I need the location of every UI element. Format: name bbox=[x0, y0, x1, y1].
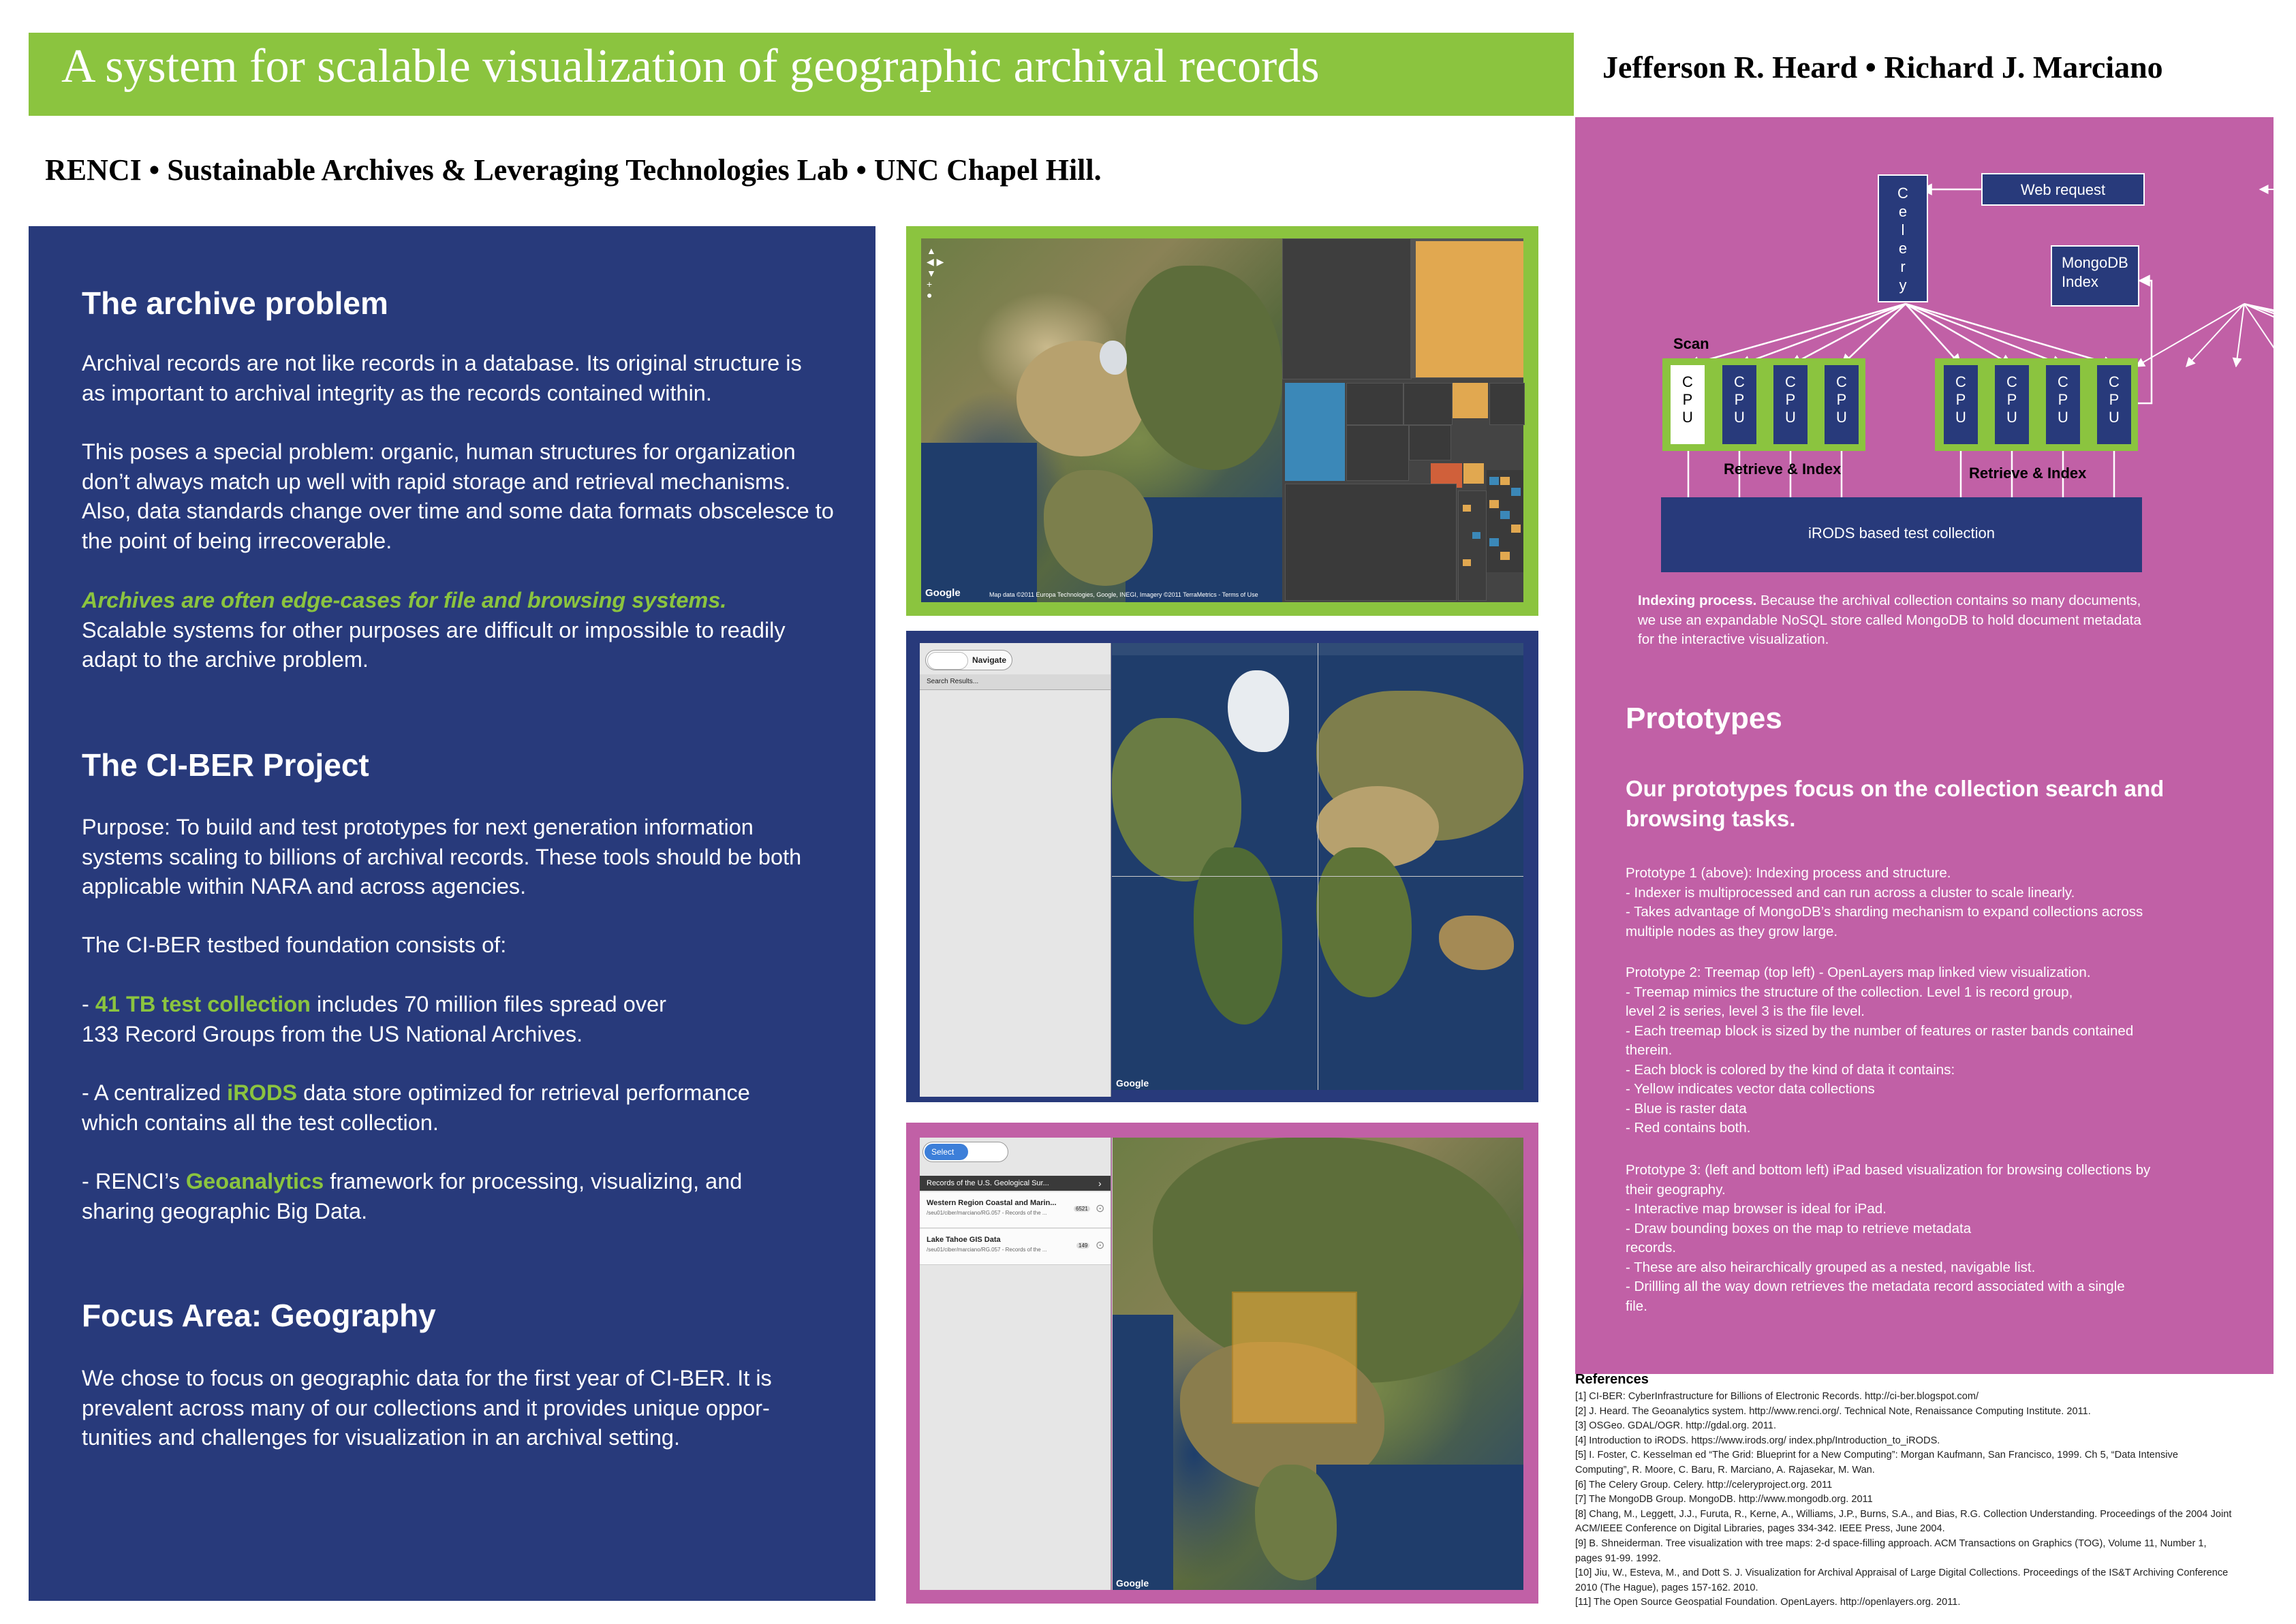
retrieve-index-label-2: Retrieve & Index bbox=[1969, 465, 2087, 482]
b3-highlight: Geoanalytics bbox=[185, 1169, 324, 1193]
reference-item: [4] Introduction to iRODS. https://www.irods.org/ index.php/Introduction_to_iRODS. bbox=[1575, 1435, 1940, 1446]
reference-item: [11] The Open Source Geospatial Foundation. OpenLayers. http://openlayers.org. 2011. bbox=[1575, 1597, 1961, 1608]
reference-item: [5] I. Foster, C. Kesselman ed “The Grid: Blueprint for a New Computing”: Morgan Kaufmann, San Francisco, 1999. Ch 5, “Data Intensive Computing”, R. Moore, C. Baru, R. Marciano, A. Rajasekar, M. Wan. bbox=[1575, 1450, 2178, 1475]
references-list bbox=[1575, 1390, 2284, 1610]
focus-p1: We chose to focus on geographic data for the first year of CI-BER. It is prevalent across many of our collections and it provides unique oppor- tunities and challenges for visualization in an archival setting. bbox=[82, 1366, 772, 1450]
archive-problem-p2: This poses a special problem: organic, human structures for organization don’t always match up well with rapid storage and retrieval mechanisms. Also, data standards change over time and some data formats obscelesce to the point of being irrecoverable. bbox=[82, 439, 834, 553]
b2-pre: - A centralized bbox=[82, 1080, 228, 1105]
reference-item: [9] B. Shneiderman. Tree visualization with tree maps: 2-d space-filling approach. ACM Transactions on Graphics (TOG), Volume 11, Number 1, pages 91-99. 1992. bbox=[1575, 1537, 2207, 1564]
prototype-2-text: Prototype 2: Treemap (top left) - OpenLayers map linked view visualization. - Treemap mimics the structure of the collection. Level 1 is record group, level 2 is series, level 3 is the file level. - Each treemap block is sized by the number of features or raster bands contained therein. - Each block is colored by the kind of data it contains: - Yellow indicates vector data collections - Blue is raster data - Red contains both. bbox=[1626, 965, 2134, 1136]
b1-highlight: 41 TB test collection bbox=[95, 992, 311, 1016]
prototypes-subheading: Our prototypes focus on the collection search and browsing tasks. bbox=[1626, 776, 2165, 831]
cpu-box: C P U bbox=[1944, 365, 1978, 444]
reference-item: [10] Jiu, W., Esteva, M., and Dott S. J. Visualization for Archival Appraisal of Large Digital Collections. Proceedings of the IS&T Archiving Conference 2010 (The Hague), pages 157-162. 2010. bbox=[1575, 1567, 2229, 1593]
cpu-box-scan: C P U bbox=[1671, 365, 1705, 444]
heading-archive-problem: The archive problem bbox=[82, 285, 388, 321]
archive-problem-highlight: Archives are often edge-cases for file and browsing systems. bbox=[82, 588, 727, 612]
ciber-purpose: Purpose: To build and test prototypes for next generation information systems scaling to billions of archival records. These tools should be both applicable within NARA and across agencies. bbox=[82, 815, 802, 899]
count-badge: 149 bbox=[1076, 1243, 1089, 1249]
b3-pre: - RENCI’s bbox=[82, 1169, 186, 1193]
retrieve-index-label-1: Retrieve & Index bbox=[1724, 460, 1842, 478]
navigate-label: Navigate bbox=[972, 655, 1007, 665]
select-label: Select bbox=[931, 1147, 955, 1157]
affiliation: RENCI • Sustainable Archives & Leveraging Technologies Lab • UNC Chapel Hill. bbox=[45, 153, 1102, 187]
b1-post: includes 70 million files spread over 133 Record Groups from the US National Archives. bbox=[82, 992, 666, 1046]
references-heading: References bbox=[1575, 1372, 1649, 1387]
celery-box: C e l e r y bbox=[1878, 174, 1928, 302]
list-item-path: /seu01/ciber/marciano/RG.057 - Records of the ... bbox=[927, 1210, 1047, 1216]
mongodb-index-box: MongoDB Index bbox=[2051, 245, 2139, 307]
cpu-box: C P U bbox=[1773, 365, 1808, 444]
reference-item: [8] Chang, M., Leggett, J.J., Furuta, R., Kerne, A., Williams, J.P., Burns, S.A., and Bias, R.G. Collection Understanding. Proceedings of the 2004 Joint ACM/IEEE Conference on Digital Libraries, pages 334-342. IEEE Press, June 2004. bbox=[1575, 1508, 2232, 1535]
b2-post: data store optimized for retrieval performance which contains all the test collection. bbox=[82, 1080, 750, 1135]
reference-item: [6] The Celery Group. Celery. http://celeryproject.org. 2011 bbox=[1575, 1479, 1833, 1490]
scan-label: Scan bbox=[1673, 335, 1709, 352]
google-logo-1: Google bbox=[925, 587, 961, 599]
cpu-box: C P U bbox=[2046, 365, 2080, 444]
b2-highlight: iRODS bbox=[227, 1080, 298, 1105]
google-logo-2: Google bbox=[1116, 1078, 1149, 1089]
cpu-box: C P U bbox=[2097, 365, 2131, 444]
list-item-path: /seu01/ciber/marciano/RG.057 - Records of the ... bbox=[927, 1247, 1047, 1253]
list-item-title: Western Region Coastal and Marin... bbox=[927, 1199, 1057, 1207]
pan-zoom-control[interactable]: ▲ ◀ ▶ ▼ + ● bbox=[927, 245, 944, 300]
irods-collection-box: iRODS based test collection bbox=[1661, 497, 2142, 572]
cpu-box: C P U bbox=[1722, 365, 1756, 444]
indexing-caption-bold: Indexing process. bbox=[1638, 593, 1757, 608]
authors: Jefferson R. Heard • Richard J. Marciano bbox=[1602, 50, 2163, 84]
map-attribution: Map data ©2011 Europa Technologies, Google, INEGI, Imagery ©2011 TerraMetrics - Terms of Use bbox=[989, 591, 1258, 598]
reference-item: [7] The MongoDB Group. MongoDB. http://www.mongodb.org. 2011 bbox=[1575, 1494, 1873, 1505]
web-request-box: Web request bbox=[1981, 173, 2145, 206]
ciber-testbed: The CI-BER testbed foundation consists of: bbox=[82, 933, 507, 957]
disclosure-icon: ⊙ bbox=[1096, 1203, 1105, 1215]
reference-item: [2] J. Heard. The Geoanalytics system. http://www.renci.org/. Technical Note, Renaissance Computing Institute. 2011. bbox=[1575, 1405, 2091, 1417]
b3-post: framework for processing, visualizing, and sharing geographic Big Data. bbox=[82, 1169, 743, 1223]
archive-problem-p3-text: Scalable systems for other purposes are difficult or impossible to readily adapt to the archive problem. bbox=[82, 617, 786, 672]
disclosure-icon: ⊙ bbox=[1096, 1240, 1105, 1251]
prototype-1-text: Prototype 1 (above): Indexing process and structure. - Indexer is multiprocessed and can run across a cluster to scale linearly. - Takes advantage of MongoDB’s sharding mechanism to expand collections across multiple nodes as they grow large. bbox=[1626, 865, 2143, 939]
b1-pre: - bbox=[82, 992, 95, 1016]
heading-ciber: The CI-BER Project bbox=[82, 747, 369, 783]
heading-focus: Focus Area: Geography bbox=[82, 1298, 436, 1333]
list-item-title: Lake Tahoe GIS Data bbox=[927, 1236, 1001, 1244]
prototype-3-text: Prototype 3: (left and bottom left) iPad based visualization for browsing collections by their geography. - Interactive map browser is ideal for iPad. - Draw bounding boxes on the map to retrieve metadata records. - These are also heirarchically grouped as a nested, navigable list. - Drillling all the way down retrieves the metadata record associated with a single file. bbox=[1626, 1162, 2151, 1314]
cpu-box: C P U bbox=[1995, 365, 2029, 444]
google-logo-3: Google bbox=[1116, 1578, 1149, 1589]
indexing-caption bbox=[1638, 591, 2210, 650]
cpu-box: C P U bbox=[1825, 365, 1859, 444]
list-header-title: Records of the U.S. Geological Sur... bbox=[927, 1179, 1049, 1187]
chevron-right-icon: › bbox=[1098, 1178, 1102, 1189]
poster-title: A system for scalable visualization of geographic archival records bbox=[61, 40, 1320, 93]
archive-problem-p1: Archival records are not like records in a database. Its original structure is as important to archival integrity as the records contained within. bbox=[82, 351, 802, 405]
heading-prototypes: Prototypes bbox=[1626, 702, 1782, 735]
reference-item: [3] OSGeo. GDAL/OGR. http://gdal.org. 2011. bbox=[1575, 1420, 1776, 1432]
search-results-label: Search Results... bbox=[927, 678, 979, 685]
count-badge: 6521 bbox=[1074, 1206, 1090, 1212]
indexing-caption-text: Because the archival collection contains so many documents, we use an expandable NoSQL store called MongoDB to hold document metadata for the interactive visualization. bbox=[1638, 593, 2141, 647]
reference-item: [1] CI-BER: CyberInfrastructure for Billions of Electronic Records. http://ci-ber.blogspot.com/ bbox=[1575, 1391, 1979, 1402]
